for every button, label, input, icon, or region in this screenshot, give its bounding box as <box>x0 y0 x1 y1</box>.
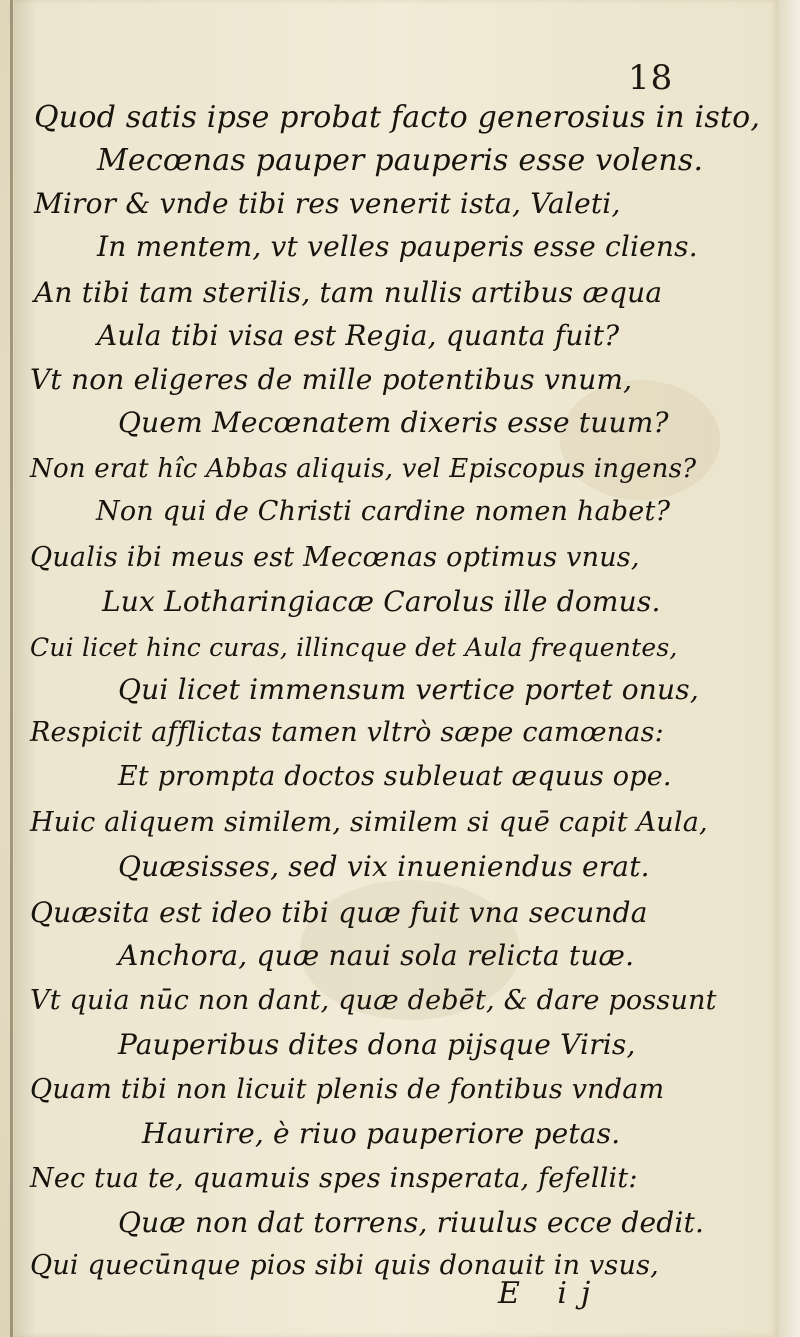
verse-line: Vt quia nūc non dant, quæ debēt, & dare possunt <box>30 985 717 1016</box>
verse-line: Quæ non dat torrens, riuulus ecce dedit. <box>118 1206 705 1239</box>
verse-line: Haurire, è riuo pauperiore petas. <box>142 1117 621 1150</box>
verse-line: Mecœnas pauper pauperis esse volens. <box>97 143 704 178</box>
verse-line: Aula tibi visa est Regia, quanta fuit? <box>97 319 620 352</box>
verse-line: Pauperibus dites dona pijsque Viris, <box>118 1028 636 1061</box>
verse-line: Qui quecūnque pios sibi quis donauit in vsus, <box>30 1250 659 1281</box>
verse-line: Lux Lotharingiacæ Carolus ille domus. <box>102 585 661 618</box>
verse-line: Quam tibi non licuit plenis de fontibus vndam <box>30 1074 665 1105</box>
signature-mark: E ij <box>498 1276 605 1311</box>
verse-line: Cui licet hinc curas, illincque det Aula frequentes, <box>30 633 678 662</box>
verse-line: Vt non eligeres de mille potentibus vnum, <box>30 363 633 396</box>
verse-line: An tibi tam sterilis, tam nullis artibus æqua <box>34 276 663 309</box>
verse-line: Non qui de Christi cardine nomen habet? <box>96 496 671 527</box>
verse-line: Et prompta doctos subleuat æquus ope. <box>118 761 672 792</box>
page-number: 18 <box>628 58 674 98</box>
verse-line: Quæsisses, sed vix inueniendus erat. <box>118 850 650 883</box>
verse-line: Quæsita est ideo tibi quæ fuit vna secunda <box>30 896 648 929</box>
verse-line: Nec tua te, quamuis spes insperata, fefellit: <box>30 1163 638 1194</box>
verse-line: Miror & vnde tibi res venerit ista, Valeti, <box>34 187 621 220</box>
verse-line: Quod satis ipse probat facto generosius in isto, <box>34 100 761 135</box>
verse-line: Respicit afflictas tamen vltrò sæpe camœnas: <box>30 717 664 748</box>
verse-line: Qui licet immensum vertice portet onus, <box>118 673 699 706</box>
verse-line: Quem Mecœnatem dixeris esse tuum? <box>118 406 669 439</box>
verse-line: Qualis ibi meus est Mecœnas optimus vnus, <box>30 542 640 573</box>
verse-line: Anchora, quæ naui sola relicta tuæ. <box>118 939 635 972</box>
verse-line: In mentem, vt velles pauperis esse cliens. <box>97 230 698 263</box>
verse-line: Huic aliquem similem, similem si quē capit Aula, <box>30 807 708 838</box>
verse-line: Non erat hîc Abbas aliquis, vel Episcopus ingens? <box>30 454 697 484</box>
